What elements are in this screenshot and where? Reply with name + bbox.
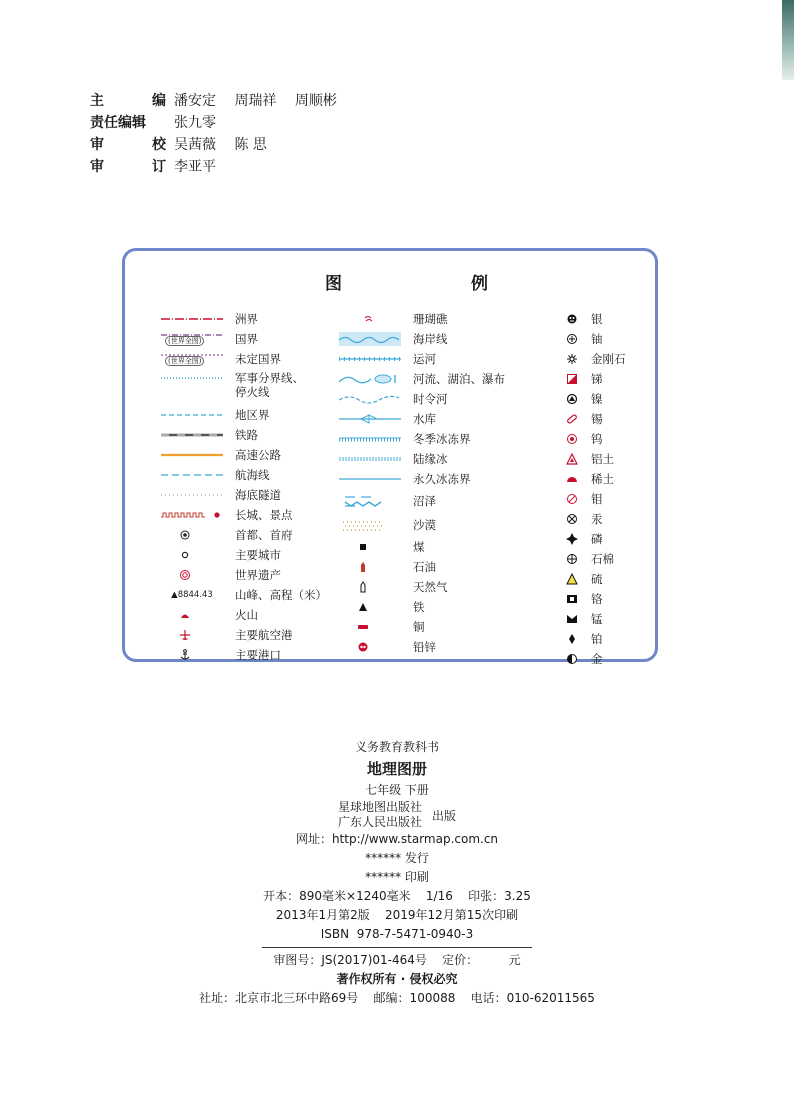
legend-label: 磷 (591, 532, 603, 546)
format-info: 开本：890毫米×1240毫米 1/16 印张：3.25 (263, 889, 531, 903)
legend-item-mineral (561, 329, 626, 349)
legend-label: 海底隧道 (235, 488, 281, 502)
legend-item-mineral (561, 449, 626, 469)
railway-icon (159, 428, 225, 442)
sulfur-icon (561, 572, 583, 586)
credit-row-editor (90, 90, 351, 112)
seasonal-river-icon (337, 392, 403, 406)
legend-item-military-line (159, 369, 327, 405)
legend-item-reservoir (337, 409, 505, 429)
continent-border-icon (159, 312, 225, 326)
legend-label: 珊瑚礁 (413, 312, 448, 326)
great-wall-icon (159, 508, 225, 522)
phosphorus-icon (561, 532, 583, 546)
legend-item-mineral (561, 589, 626, 609)
legend-label: 主要港口 (235, 648, 281, 662)
isbn: ISBN 978-7-5471-0940-3 (320, 927, 474, 941)
legend-item-continent-border (159, 309, 327, 329)
region-border-icon (159, 408, 225, 422)
military-line-icon (159, 371, 225, 385)
legend-item-mineral (561, 609, 626, 629)
legend-label: 首都、首府 (235, 528, 293, 542)
legend-item-railway (159, 425, 327, 445)
page-corner-decoration (782, 0, 794, 80)
credit-row-proofreader (90, 134, 351, 156)
platinum-icon (561, 632, 583, 646)
website: 网址：http://www.starmap.com.cn (295, 832, 499, 846)
lead-zinc-icon (337, 640, 403, 654)
national-border-icon (159, 332, 225, 346)
legend-label: 镍 (591, 392, 603, 406)
oil-icon (337, 560, 403, 574)
coral-reef-icon (337, 312, 403, 326)
mercury-icon (561, 512, 583, 526)
legend-item-mineral (561, 389, 626, 409)
antimony-icon (561, 372, 583, 386)
legend-item-rivers-lakes (337, 369, 505, 389)
copyright-notice: 著作权所有 · 侵权必究 (336, 972, 458, 986)
legend-label: 石棉 (591, 552, 614, 566)
legend-label: 世界遗产 (235, 568, 281, 582)
credit-name: 张九零 (174, 115, 216, 131)
legend-item-seasonal-river (337, 389, 505, 409)
credit-role: 主 编 (90, 93, 166, 109)
legend-item-mineral (561, 429, 626, 449)
legend-label: 银 (591, 312, 603, 326)
legend-column-2 (337, 309, 505, 657)
legend-label: 主要城市 (235, 548, 281, 562)
river-lake-icon (337, 372, 403, 386)
legend-item-coral-reef (337, 309, 505, 329)
legend-label: 锰 (591, 612, 603, 626)
legend-label: 金 (591, 652, 603, 666)
legend-item-copper (337, 617, 505, 637)
legend-label: 天然气 (413, 580, 448, 594)
legend-title (125, 269, 655, 293)
legend-label: 永久冰冻界 (413, 472, 471, 486)
legend-item-mineral (561, 309, 626, 329)
symbol-tag: (世界全图) (165, 356, 204, 366)
legend-item-iron (337, 597, 505, 617)
legend-title-right: 例 (471, 274, 488, 294)
credit-name: 周瑞祥 (234, 93, 277, 109)
legend-title-left: 图 (325, 274, 342, 294)
legend-label: 海岸线 (413, 332, 448, 346)
rare-earth-icon (561, 472, 583, 486)
capital-icon (159, 528, 225, 542)
legend-item-canal (337, 349, 505, 369)
edition-info: 2013年1月第2版 2019年12月第15次印刷 (275, 908, 519, 922)
credit-role: 责任编辑 (90, 115, 146, 131)
publisher-name: 广东人民出版社 (337, 815, 422, 829)
legend-label: 铂 (591, 632, 603, 646)
tin-icon (561, 412, 583, 426)
sea-route-icon (159, 468, 225, 482)
uranium-icon (561, 332, 583, 346)
credit-name: 吴茜薇 (174, 137, 216, 153)
legend-label: 铁 (413, 600, 425, 614)
legend-item-natural-gas (337, 577, 505, 597)
legend-label: 石油 (413, 560, 436, 574)
credit-name: 潘安定 (174, 93, 216, 109)
undetermined-border-icon (159, 352, 225, 366)
legend-label: 铁路 (235, 428, 258, 442)
map-review-number: 审图号：JS(2017)01-464号 定价： 元 (273, 953, 521, 967)
legend-label: 陆缘冰 (413, 452, 448, 466)
legend-label: 主要航空港 (235, 628, 293, 642)
credit-role: 审 订 (90, 159, 166, 175)
copper-icon (337, 620, 403, 634)
legend-item-coastline (337, 329, 505, 349)
city-icon (159, 548, 225, 562)
legend-item-mineral (561, 409, 626, 429)
legend-item-mineral (561, 369, 626, 389)
credit-row-responsible-editor (90, 112, 351, 134)
legend-item-world-heritage (159, 565, 327, 585)
airport-icon (159, 628, 225, 642)
legend-item-permafrost (337, 469, 505, 489)
legend-item-major-city (159, 545, 327, 565)
publisher-name: 星球地图出版社 (337, 800, 422, 814)
bauxite-icon (561, 452, 583, 466)
shelf-ice-icon (337, 452, 403, 466)
credit-role: 审 校 (90, 137, 166, 153)
legend-label: 铀 (591, 332, 603, 346)
legend-label: 未定国界 (235, 352, 281, 366)
legend-label: 高速公路 (235, 448, 281, 462)
legend-label: 锑 (591, 372, 603, 386)
legend-item-port (159, 645, 327, 665)
legend-column-1 (159, 309, 327, 665)
legend-item-mineral (561, 489, 626, 509)
legend-label: 锡 (591, 412, 603, 426)
legend-label: 铜 (413, 620, 425, 634)
asbestos-icon (561, 552, 583, 566)
legend-item-winter-freeze (337, 429, 505, 449)
legend-label: 长城、景点 (235, 508, 293, 522)
legend-label-line: 军事分界线、 (235, 371, 304, 385)
anchor-icon (159, 648, 225, 662)
credit-row-reviewer (90, 156, 351, 178)
legend-label: 铬 (591, 592, 603, 606)
coastline-icon (337, 332, 403, 346)
credit-name: 周顺彬 (294, 93, 337, 109)
map-legend (122, 248, 658, 666)
legend-label: 山峰、高程（米） (235, 588, 327, 602)
molybdenum-icon (561, 492, 583, 506)
credits-block (90, 90, 351, 178)
legend-item-expressway (159, 445, 327, 465)
world-heritage-icon (159, 568, 225, 582)
book-title: 地理图册 (366, 760, 427, 778)
legend-item-shelf-ice (337, 449, 505, 469)
credit-name: 陈 思 (234, 137, 267, 153)
desert-icon (337, 518, 403, 532)
legend-label: 火山 (235, 608, 258, 622)
legend-item-sea-route (159, 465, 327, 485)
canal-icon (337, 352, 403, 366)
legend-label: 地区界 (235, 408, 270, 422)
manganese-icon (561, 612, 583, 626)
legend-label: 钨 (591, 432, 603, 446)
book-series: 义务教育教科书 (354, 740, 439, 754)
winter-freeze-icon (337, 432, 403, 446)
legend-label: 航海线 (235, 468, 270, 482)
legend-label: 金刚石 (591, 352, 626, 366)
legend-label: 汞 (591, 512, 603, 526)
publishers (0, 800, 794, 830)
reservoir-icon (337, 412, 403, 426)
legend-item-mineral (561, 649, 626, 669)
legend-label: 煤 (413, 540, 425, 554)
legend-item-mineral (561, 469, 626, 489)
permafrost-icon (337, 472, 403, 486)
legend-label: 运河 (413, 352, 436, 366)
peak-icon: ▲8844.43 (171, 590, 213, 600)
legend-label: 国界 (235, 332, 258, 346)
legend-label: 钼 (591, 492, 603, 506)
legend-item-coal (337, 537, 505, 557)
legend-label (235, 371, 304, 399)
expressway-icon (159, 448, 225, 462)
coal-icon (337, 540, 403, 554)
legend-label: 河流、湖泊、瀑布 (413, 372, 505, 386)
legend-label: 铅锌 (413, 640, 436, 654)
swamp-icon (337, 494, 403, 508)
legend-item-volcano (159, 605, 327, 625)
colophon (0, 738, 794, 1008)
divider (262, 947, 532, 948)
legend-label: 铝土 (591, 452, 614, 466)
publisher-address: 社址：北京市北三环中路69号 邮编：100088 电话：010-62011565 (199, 991, 595, 1005)
legend-item-national-border (159, 329, 327, 349)
legend-item-oil (337, 557, 505, 577)
legend-item-peak (159, 585, 327, 605)
legend-label: 稀土 (591, 472, 614, 486)
legend-item-region-border (159, 405, 327, 425)
volcano-icon (159, 608, 225, 622)
legend-label: 水库 (413, 412, 436, 426)
tungsten-icon (561, 432, 583, 446)
legend-item-desert (337, 513, 505, 537)
legend-item-mineral (561, 349, 626, 369)
legend-column-3 (561, 309, 626, 669)
legend-item-swamp (337, 489, 505, 513)
legend-label: 硫 (591, 572, 603, 586)
legend-item-capital (159, 525, 327, 545)
gold-icon (561, 652, 583, 666)
legend-item-undersea-tunnel (159, 485, 327, 505)
iron-icon (337, 600, 403, 614)
legend-label: 沼泽 (413, 494, 436, 508)
legend-item-mineral (561, 569, 626, 589)
legend-item-airport (159, 625, 327, 645)
legend-item-great-wall (159, 505, 327, 525)
legend-label: 冬季冰冻界 (413, 432, 471, 446)
natural-gas-icon (337, 580, 403, 594)
publish-role: 出版 (432, 808, 457, 823)
legend-label-line: 停火线 (235, 385, 270, 399)
printer: ****** 印刷 (365, 870, 429, 884)
legend-item-undetermined-border (159, 349, 327, 369)
legend-item-lead-zinc (337, 637, 505, 657)
legend-label: 沙漠 (413, 518, 436, 532)
nickel-icon (561, 392, 583, 406)
legend-item-mineral (561, 509, 626, 529)
legend-item-mineral (561, 549, 626, 569)
undersea-tunnel-icon (159, 488, 225, 502)
book-grade: 七年级 下册 (365, 783, 429, 797)
legend-item-mineral (561, 529, 626, 549)
credit-name: 李亚平 (174, 159, 216, 175)
diamond-icon (561, 352, 583, 366)
legend-label: 洲界 (235, 312, 258, 326)
legend-label: 时令河 (413, 392, 448, 406)
silver-icon (561, 312, 583, 326)
distributor: ****** 发行 (365, 851, 429, 865)
legend-item-mineral (561, 629, 626, 649)
symbol-tag: (世界全图) (165, 336, 204, 346)
chromium-icon (561, 592, 583, 606)
